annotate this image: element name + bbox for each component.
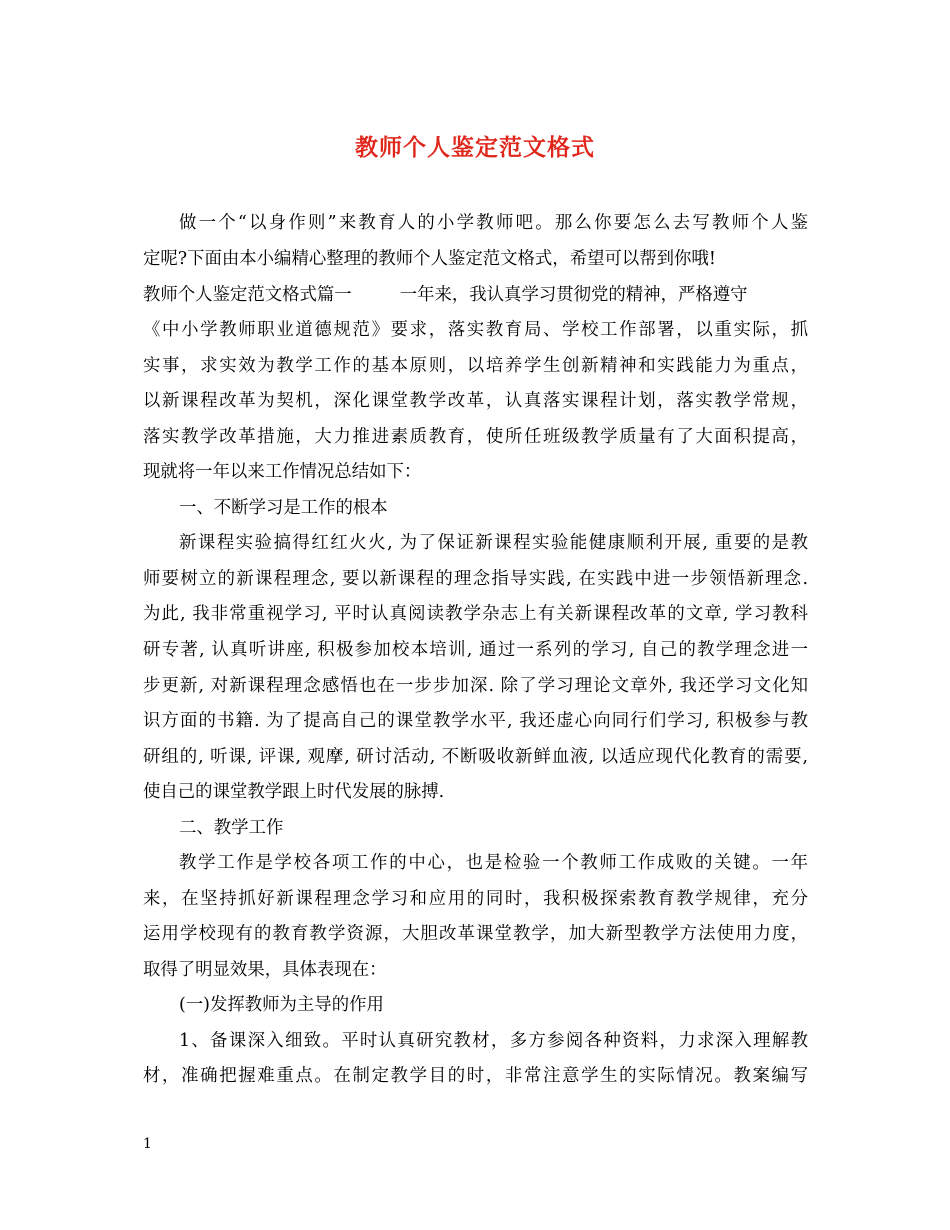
- section-one-first-row: [143, 282, 808, 308]
- heading-one: 一、不断学习是工作的根本: [179, 498, 388, 518]
- section-one-line: 以新课程改革为契机，深化课堂教学改革，认真落实课程计划，落实教学常规，: [143, 391, 808, 411]
- document-title: 教师个人鉴定范文格式: [355, 134, 595, 161]
- section-one-line: 现就将一年以来工作情况总结如下：: [143, 462, 422, 482]
- paragraph-two-line: 教学工作是学校各项工作的中心，也是检验一个教师工作成败的关键。一年: [179, 853, 808, 873]
- intro-line: 定呢?下面由本小编精心整理的教师个人鉴定范文格式，希望可以帮到你哦!: [143, 249, 716, 269]
- intro-line: 做一个“以身作则”来教育人的小学教师吧。那么你要怎么去写教师个人鉴: [179, 213, 808, 233]
- paragraph-two-line: 来，在坚持抓好新课程理念学习和应用的同时，我积极探索教育教学规律，充分: [143, 889, 808, 909]
- paragraph-one-line: 步更新, 对新课程理念感悟也在一步步加深. 除了学习理论文章外, 我还学习文化知: [143, 676, 808, 696]
- section-one-line: 《中小学教师职业道德规范》要求，落实教育局、学校工作部署，以重实际，抓: [143, 320, 808, 340]
- paragraph-three-line: 1、备课深入细致。平时认真研究教材，多方参阅各种资料，力求深入理解教: [179, 1031, 808, 1051]
- page-number: 1: [143, 1136, 152, 1152]
- paragraph-one-line: 师要树立的新课程理念, 要以新课程的理念指导实践, 在实践中进一步领悟新理念.: [143, 569, 808, 589]
- paragraph-two-line: 取得了明显效果，具体表现在：: [143, 960, 387, 980]
- paragraph-three-line: 材，准确把握难重点。在制定教学目的时，非常注意学生的实际情况。教案编写: [143, 1066, 808, 1086]
- paragraph-one-line: 使自己的课堂教学跟上时代发展的脉搏.: [143, 782, 445, 802]
- subheading-one: (一)发挥教师为主导的作用: [179, 995, 384, 1015]
- section-one-label: 教师个人鉴定范文格式篇一: [143, 285, 352, 305]
- paragraph-one-line: 为此, 我非常重视学习, 平时认真阅读教学杂志上有关新课程改革的文章, 学习教科: [143, 604, 808, 624]
- section-one-line: 落实教学改革措施，大力推进素质教育，使所任班级教学质量有了大面积提高，: [143, 427, 808, 447]
- paragraph-one-line: 研组的, 听课, 评课, 观摩, 研讨活动, 不断吸收新鲜血液, 以适应现代化教育的需要,: [143, 747, 808, 767]
- section-one-line: 一年来，我认真学习贯彻党的精神，严格遵守: [399, 285, 748, 305]
- paragraph-one-line: 新课程实验搞得红红火火, 为了保证新课程实验能健康顺利开展, 重要的是教: [179, 533, 808, 553]
- paragraph-one-line: 识方面的书籍. 为了提高自己的课堂教学水平, 我还虚心向同行们学习, 积极参与教: [143, 711, 808, 731]
- section-one-line: 实事，求实效为教学工作的基本原则，以培养学生创新精神和实践能力为重点，: [143, 356, 808, 376]
- paragraph-two-line: 运用学校现有的教育教学资源，大胆改革课堂教学，加大新型教学方法使用力度，: [143, 924, 808, 944]
- paragraph-one-line: 研专著, 认真听讲座, 积极参加校本培训, 通过一系列的学习, 自己的教学理念进一: [143, 640, 808, 660]
- heading-two: 二、教学工作: [179, 818, 284, 838]
